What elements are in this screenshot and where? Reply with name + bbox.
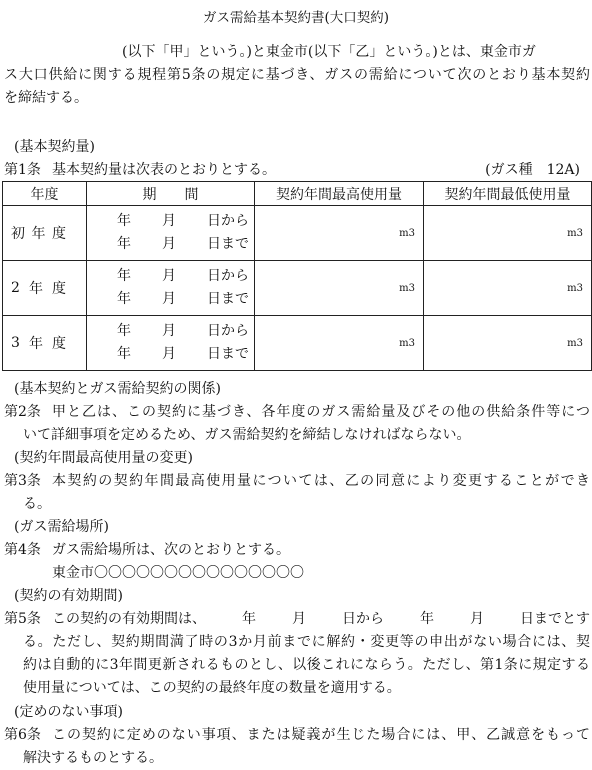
year-char: 年: [28, 281, 43, 297]
table-header-row: [3, 182, 592, 206]
period-to: 年 月 日まで: [117, 236, 249, 252]
document-title: ガス需給基本契約書(大口契約): [202, 10, 390, 26]
max-usage-cell: [255, 316, 424, 371]
unit-label: m3: [567, 227, 583, 239]
year-char: 年: [31, 226, 46, 242]
year-char: 度: [52, 226, 66, 242]
preamble: [4, 41, 590, 110]
article-2: [4, 401, 590, 447]
year-char: 初: [11, 226, 25, 242]
article-5-line-3: 約は自動的に3年間更新されるものとし、以後これにならう。ただし、第1条に規定する: [23, 657, 590, 673]
article-5-heading: (契約の有効期間): [14, 588, 123, 604]
article-6-label: 第6条: [4, 727, 41, 743]
unit-label: m3: [399, 227, 415, 239]
article-2-heading: (基本契約とガス需給契約の関係): [14, 381, 221, 397]
article-5-line-4: 使用量については、この契約の最終年度の数量を適用する。: [23, 680, 401, 696]
table-row: [3, 261, 592, 316]
year-cell: [3, 316, 87, 371]
article-5-line-2: る。ただし、契約期間満了時の3か月前までに解約・変更等の申出がない場合には、契: [23, 634, 590, 650]
article-5-label: 第5条: [4, 611, 41, 627]
article-1-text: 基本契約量は次表のとおりとする。: [52, 162, 276, 178]
period-from: 年 月 日から: [117, 323, 249, 339]
article-3-heading: (契約年間最高使用量の変更): [14, 450, 193, 466]
article-1-heading: (基本契約量): [14, 139, 95, 155]
article-1-label: 第1条: [4, 162, 41, 178]
article-6-heading: (定めのない事項): [14, 704, 123, 720]
max-usage-cell: [255, 206, 424, 261]
period-from: 年 月 日から: [117, 268, 249, 284]
period-to: 年 月 日まで: [117, 346, 249, 362]
period-from: 年 月 日から: [117, 213, 249, 229]
period-cell: [87, 261, 255, 316]
article-5: [4, 608, 590, 700]
year-char: 2: [11, 280, 20, 296]
article-3-label: 第3条: [4, 473, 41, 489]
unit-label: m3: [399, 282, 415, 294]
year-char: 度: [51, 336, 66, 352]
gas-type: (ガス種 12A): [485, 162, 580, 178]
table-row: [3, 206, 592, 261]
header-period: 期 間: [87, 182, 255, 206]
year-cell: [3, 261, 87, 316]
article-4-line-1: ガス需給場所は、次のとおりとする。: [52, 542, 290, 558]
period-cell: [87, 316, 255, 371]
article-4-label: 第4条: [4, 542, 41, 558]
contract-volume-table: [2, 181, 592, 371]
unit-label: m3: [567, 282, 583, 294]
header-min-usage: 契約年間最低使用量: [424, 182, 592, 206]
header-max-usage: 契約年間最高使用量: [255, 182, 424, 206]
article-3: [4, 470, 590, 516]
year-char: 度: [51, 281, 66, 297]
preamble-line-3: を締結する。: [4, 90, 88, 106]
article-6: [4, 724, 590, 770]
header-year: 年度: [3, 182, 87, 206]
min-usage-cell: [424, 316, 592, 371]
article-6-line-2: 解決するものとする。: [23, 750, 163, 766]
year-cell: [3, 206, 87, 261]
unit-label: m3: [399, 337, 415, 349]
article-4-heading: (ガス需給場所): [14, 519, 109, 535]
article-2-label: 第2条: [4, 404, 41, 420]
table-row: [3, 316, 592, 371]
min-usage-cell: [424, 206, 592, 261]
period-cell: [87, 206, 255, 261]
article-3-line-2: る。: [23, 496, 51, 512]
min-usage-cell: [424, 261, 592, 316]
article-2-line-2: いて詳細事項を定めるため、ガス需給契約を締結しなければならない。: [23, 427, 471, 443]
period-to: 年 月 日まで: [117, 291, 249, 307]
max-usage-cell: [255, 261, 424, 316]
article-6-line-1: この契約に定めのない事項、または疑義が生じた場合には、甲、乙誠意をもって: [52, 727, 590, 743]
article-3-line-1: 本契約の契約年間最高使用量については、乙の同意により変更することができ: [52, 473, 590, 489]
article-2-line-1: 甲と乙は、この契約に基づき、各年度のガス需給量及びその他の供給条件等につ: [52, 404, 590, 420]
article-5-line-1: この契約の有効期間は、 年 月 日から 年 月 日までとす: [52, 611, 590, 627]
year-char: 3: [11, 335, 20, 351]
preamble-line-1: (以下「甲」という。)と東金市(以下「乙」という。)とは、東金市ガ: [122, 44, 536, 60]
preamble-line-2: ス大口供給に関する規程第5条の規定に基づき、ガスの需給について次のとおり基本契約: [4, 67, 590, 83]
article-4-address: 東金市〇〇〇〇〇〇〇〇〇〇〇〇〇〇〇: [52, 565, 304, 581]
year-char: 年: [28, 336, 43, 352]
unit-label: m3: [567, 337, 583, 349]
